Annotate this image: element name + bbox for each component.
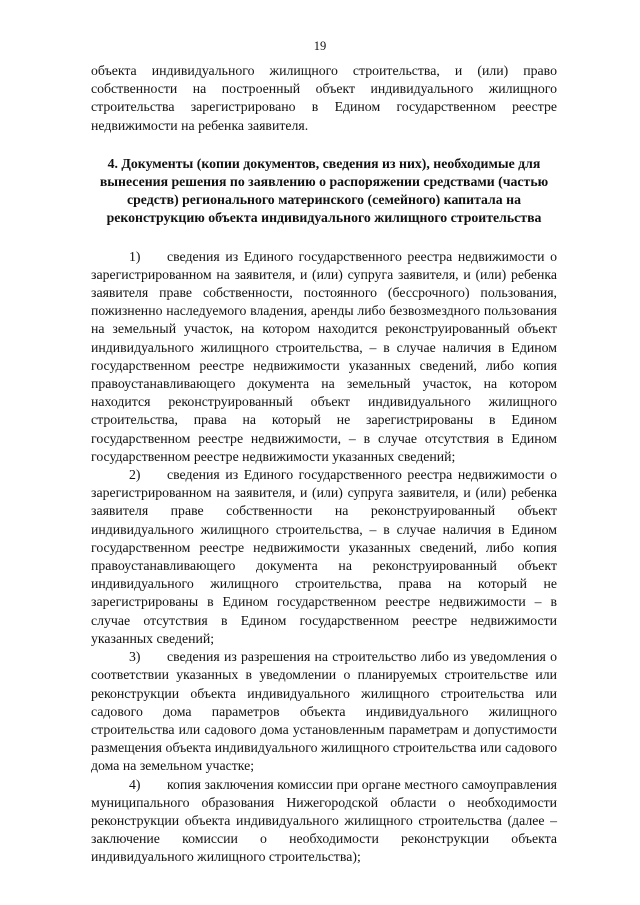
list-item-text: сведения из разрешения на строительство либо из уведомления о соответствии указанных в уведомлении о планируемых строительстве или реконструкции объекта индивидуального жилищного строительства или садового дома параметров объекта индивидуального жилищного строительства или садового дома установленным параметрам и допустимости размещения объекта индивидуального жилищного строительства или садового дома на земельном участке; [91,649,557,774]
list-item-text: копия заключения комиссии при органе местного самоуправления муниципального образования Нижегородской области о необходимости реконструкции объекта индивидуального жилищного строительства (далее – заключение комиссии о необходимости реконструкции объекта индивидуального жилищного строительства); [91,776,557,865]
list-item-text: сведения из Единого государственного реестра недвижимости о зарегистрированном на заявителя, и (или) супруга заявителя, и (или) ребенка заявителя праве собственности на реконструированный объект индивидуального жилищного строительства, – в случае наличия в Едином государственном реестре недвижимости указанных сведений, либо копия правоустанавливающего документа на реконструированный объект индивидуального жилищного строительства, права на который не зарегистрированы в Едином государственном реестре недвижимости – в случае отсутствия в Едином государственном реестре недвижимости указанных сведений; [91,467,557,646]
section-heading: 4. Документы (копии документов, сведения из них), необходимые для вынесения решения по заявлению о распоряжении средствами (частью средств) регионального материнского (семейного) капитала на реконструкцию объекта индивидуального жилищного строительства [99,155,549,226]
page-body [91,62,557,867]
intro-paragraph: объекта индивидуального жилищного строительства, и (или) право собственности на построенный объект индивидуального жилищного строительства зарегистрировано в Едином государственном реестре недвижимости на ребенка заявителя. [91,63,557,133]
list-item-number: 4) [129,776,141,792]
list-item-text: сведения из Единого государственного реестра недвижимости о зарегистрированном на заявителя, и (или) супруга заявителя, и (или) ребенка заявителя праве собственности, постоянного (бессрочного) пользования, пожизненно наследуемого владения, аренды либо безвозмездного пользования на земельный участок, на котором находится реконструированный объект индивидуального жилищного строительства, – в случае наличия в Едином государственном реестре недвижимости указанных сведений, либо копия правоустанавливающего документа на земельный участок, на котором находится реконструированный объект индивидуального жилищного строительства, права на который не зарегистрированы в Едином государственном реестре недвижимости, – в случае отсутствия в Едином государственном реестре недвижимости указанных сведений; [91,248,557,464]
list-item-4 [91,776,557,867]
list-item-3 [91,648,557,775]
list-item-number: 2) [129,467,141,483]
list-item-number: 1) [129,248,141,264]
list-item-1 [91,248,557,466]
list-item-number: 3) [129,649,141,665]
page-number: 19 [313,39,327,53]
list-item-2 [91,466,557,648]
